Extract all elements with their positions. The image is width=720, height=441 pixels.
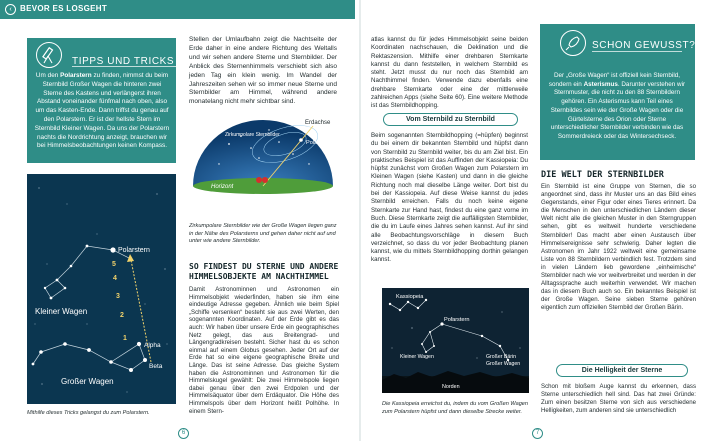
did-you-know-divider	[592, 51, 682, 52]
kassiopeia-photo	[382, 288, 529, 393]
pill-sternbildhopping: Vom Sternbild zu Sternbild	[383, 113, 518, 126]
did-you-know-text	[547, 72, 687, 142]
pill-helligkeit: Die Helligkeit der Sterne	[556, 364, 688, 377]
sternbilder-text: Ein Sternbild ist eine Gruppe von Sternen, die so angeordnet sind, dass ihr Muster uns an das Bild eines Gegenstands, einer Figur oder eines Tieres erinnert. Da die Menschen in den unterschiedlichen Ländern dieser Welt nicht alle die gleichen Muster in den Sterngruppen sehen, gibt es weltweit hunderte verschiedene Sternbilder! Das macht aber einen Austausch über Himmelsereignisse sehr schwierig. Daher legten die Astronomen im Jahr 1922 weltweit eine gemeinsame Liste von 88 Sternbildern verbindlich fest. Trotzdem sind in vielen Ländern lieb gewordene „einheimische“ Sternbilder nach wie vor weitverbreitet und werden in der Alltagssprache auch weiterhin verwendet. Wir machen das in diesem Buch auch so. Ein bekanntes Beispiel ist der Große Wagen. Seine sieben Sterne gehören eigentlich zum offiziellen Sternbild der Großen Bärin.	[541, 183, 696, 312]
tips-divider	[72, 66, 182, 67]
photo-label-grosser-wagen: Großer Wagen	[486, 361, 521, 367]
dome-label-erdachse: Erdachse	[305, 120, 331, 126]
label-kleiner-wagen: Kleiner Wagen	[35, 307, 88, 316]
dome-label-horizont: Horizont	[211, 184, 234, 190]
dome-label-polarstern: Polarstern	[306, 140, 332, 146]
step-label: 5	[112, 261, 116, 268]
know-text-pre: Der „Große Wagen“ ist offiziell kein Sternbild, sondern ein	[548, 72, 680, 88]
photo-label-kleiner-wagen: Kleiner Wagen	[400, 354, 434, 360]
right-intro-text: atlas kannst du für jedes Himmelsobjekt seine beiden Koordinaten nachschauen, die Deklination und die Rektaszension. Mithilfe einer drehbaren Sternkarte kannst du dann feststellen, in welchem Sternbild es steht. Jetzt musst du nur noch das Sternbild am Nachthimmel finden. Verwende dazu ebenfalls eine drehbare Sternkarte oder eine der mittlerweile zahlreichen Apps (siehe Seite 60). Eine weitere Methode ist das Sternbildhopping.	[371, 36, 528, 110]
tips-title: TIPPS UND TRICKS	[72, 56, 175, 67]
big-dipper-chart	[27, 174, 176, 404]
label-beta: Beta	[149, 363, 163, 370]
tips-text-pre: Um den	[35, 72, 61, 79]
zirkumpolar-dome	[189, 114, 337, 196]
chevron-left-icon: ‹	[5, 4, 16, 15]
photo-label-kassiopeia: Kassiopeia	[396, 294, 424, 300]
sky-chart-caption: Mithilfe dieses Tricks gelangst du zum Polarstern.	[27, 410, 150, 416]
coordinates-text: Damit Astronominnen und Astronomen ein Himmelsobjekt wiederfinden, haben sie ihm eine eindeutige Adresse gegeben. Ähnlich wie beim Spiel „Schiffe versenken“ besteht sie aus zwei Werten, den sogenannten Koordinaten. Auf der Erde gibt es das auch: Wir haben über unsere Erde ein geographisches Netz gelegt, das aus Breitengrad- und Längengradkreisen besteht. Sicher hast du es schon einmal auf einem Globus gesehen. Jeder Ort auf der Erde hat so eine eigene geographische Breite und Länge. Das ist seine Adresse. Das gleiche System haben die Astronominnen und Astronomen für die Himmelskugel gewählt: Die zwei Himmelspole liegen dabei genau über den zwei Erdpolen und der Himmelsäquator über dem Erdäquator. Die Höhe des Himmelspols über dem Horizont heißt Polhöhe. In einem Stern-	[189, 286, 339, 415]
step-label: 1	[123, 335, 127, 342]
photo-caption: Die Kassiopeia erreichst du, indem du vom Großen Wagen zum Polarstern hüpfst und dann dieselbe Strecke weiter.	[382, 401, 529, 415]
section-heading-sternbilder: DIE WELT DER STERNBILDER	[541, 170, 664, 180]
know-text-bold: Asterismus	[583, 80, 618, 88]
telescope-icon	[36, 42, 62, 68]
label-grosser-wagen: Großer Wagen	[61, 377, 114, 386]
helligkeit-text: Schon mit bloßem Auge kannst du erkennen, dass Sterne unterschiedlich hell sind. Das hat zwei Gründe: Zum einen besitzen Sterne von sich aus verschiedene Helligkeiten, zum anderen sind sie unterschiedlich	[541, 383, 696, 415]
section-heading-coordinates: SO FINDEST DU STERNE UND ANDERE HIMMELSOBJEKTE AM NACHTHIMMEL	[189, 262, 339, 281]
photo-label-norden: Norden	[442, 384, 460, 390]
dome-caption: Zirkumpolare Sternbilder wie der Große Wagen liegen ganz in der Nähe des Polarsterns und gehen daher nicht auf und unter wie andere Sternbilder.	[189, 223, 337, 245]
dome-label-zirkumpolare: Zirkumpolare Sternbilder	[225, 132, 280, 138]
page-gutter	[359, 0, 361, 441]
tips-text	[33, 72, 171, 151]
step-label: 2	[120, 312, 124, 319]
tips-text-bold: Polarstern	[60, 72, 92, 79]
did-you-know-title: SCHON GEWUSST?	[592, 40, 696, 51]
tips-text-body: zu finden, nimmst du beim Sternbild Großer Wagen die hinteren zwei Sterne des Kastens und verlängerst ihren Abstand voneinander fünfmal nach oben, also um das Kasten-Ende. Dann triffst du genau auf den Polarstern. Er ist der hellste Stern im Sternbild Kleiner Wagen. Da uns der Polarstern nachts die Nordrichtung anzeigt, brauchen wir bei Himmelsbeobachtungen keinen Kompass.	[34, 72, 170, 150]
chapter-bar	[0, 0, 355, 19]
left-intro-text: Stellen der Umlaufbahn zeigt die Nachtseite der Erde daher in eine andere Richtung des Weltalls und wir sehen andere Sterne und Sternbilder. Der Anblick des Sternenhimmels verschiebt sich also jeden Tag ein klein wenig. Im Wandel der Jahreszeiten sehen wir so immer neue Sterne und Sternbilder am Himmel, während andere monatelang nicht mehr sichtbar sind.	[189, 36, 337, 106]
label-alpha: Alpha	[144, 342, 161, 349]
photo-label-polarstern: Polarstern	[444, 317, 470, 323]
hopping-text: Beim sogenannten Sternbildhopping (=hüpfen) beginnst du bei einem dir bekannten Sternbild und hüpfst dann von Sternbild zu Sternbild weiter, bis du am Ziel bist. Ein praktisches Beispiel ist das Auffinden der Kassiopeia: Du hüpfst zunächst vom Großen Wagen zum Polarstern im Kleinen Wagen (siehe Kasten) und dann in die gleiche Richtung noch mal dieselbe Länge weiter. Dort bist du bei der Kassiopeia. Auf diese Weise kannst du jedes Sternbild erreichen. Falls du noch keine eigene Sternkarte zur Hand hast, findest du eine ganz vorne im Buch. Diese Sternkarte zeigt die auffälligsten Sternbilder, die du im Laufe eines Jahres sehen kannst. Auf ihr sind alle Beobachtungsvorschläge in diesem Buch verzeichnet, so dass du vor jeder Beobachtung planen kannst, wie du mittels Sternbildhopping dorthin gelangen kannst.	[371, 132, 528, 264]
page-number-left: 6	[178, 428, 189, 439]
photo-label-grosser-baer: Großer Bärin	[486, 354, 516, 360]
chapter-title: BEVOR ES LOSGEHT	[20, 4, 108, 13]
page-number-right: 7	[532, 428, 543, 439]
label-polarstern: Polarstern	[118, 247, 150, 254]
step-label: 4	[113, 275, 117, 282]
rocket-icon	[560, 30, 586, 56]
know-text-body: . Darunter verstehen wir Sternmuster, die nicht zu den 88 Sternbildern gehören. Ein Asterismus kann Teil eines Sternbildes sein wie der Große Wagen oder die Gürtelsterne des Orion oder Sterne unterschiedlicher Sternbilder verbinden wie das Sommerdreieck oder das Wintersechseck.	[550, 80, 686, 140]
step-label: 3	[116, 293, 120, 300]
